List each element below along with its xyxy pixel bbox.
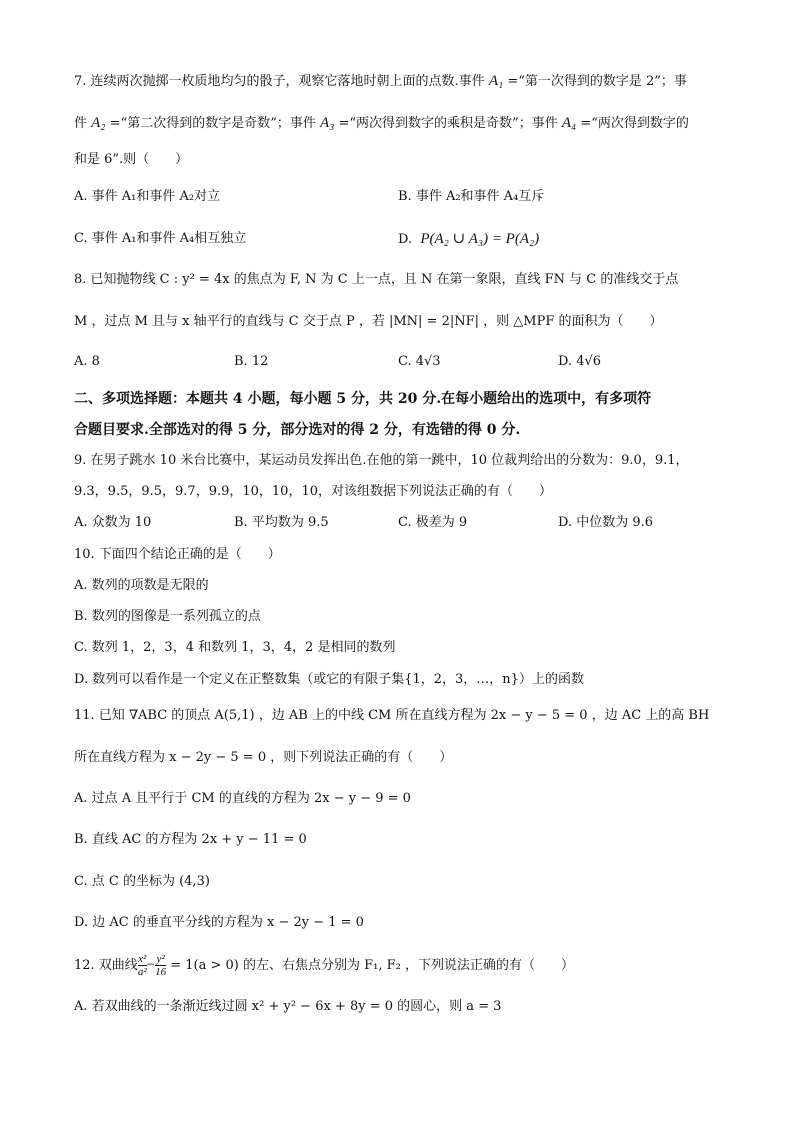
q11-option-b: B. 直线 AC 的方程为 2x + y − 11 = 0 (74, 832, 307, 847)
q9-stem-line2: 9.3，9.5，9.5，9.7，9.9，10，10，10，对该组数据下列说法正确的有（ ） (74, 484, 552, 499)
q9-stem-line1: 9. 在男子跳水 10 米台比赛中，某运动员发挥出色.在他的第一跳中，10 位裁判给出的分数为：9.0，9.1， (74, 453, 689, 468)
q9-option-a: A. 众数为 10 (74, 515, 152, 530)
math-symbol: A₁ (488, 73, 504, 89)
fraction-numerator: y² (156, 953, 165, 965)
q10-option-d: D. 数列可以看作是一个定义在正整数集（或它的有限子集{1，2，3，…，n}）上的函数 (74, 672, 584, 687)
q10-option-c: C. 数列 1，2，3，4 和数列 1，3，4，2 是相同的数列 (74, 640, 396, 655)
q9-option-b: B. 平均数为 9.5 (234, 515, 329, 530)
section-heading-line1: 二、多项选择题：本题共 4 小题，每小题 5 分，共 20 分.在每小题给出的选项中，有多项符 (74, 391, 652, 407)
math-symbol: A₄ (561, 115, 577, 131)
q12-text: = 1(a > 0) 的左、右焦点分别为 F₁, F₂ ，下列说法正确的有（ ） (166, 958, 574, 973)
q7-text: =“第一次得到的数字是 2”；事 (503, 74, 687, 89)
q8-stem-line1: 8. 已知抛物线 C : y² = 4x 的焦点为 F, N 为 C 上一点，且 N 在第一象限，直线 FN 与 C 的准线交于点 (74, 272, 679, 287)
q7-option-c: C. 事件 A₁和事件 A₄相互独立 (74, 231, 247, 246)
fraction-denominator: 16 (155, 966, 167, 978)
q8-option-d: D. 4√6 (558, 354, 602, 369)
fraction-denominator: a² (137, 966, 147, 978)
q10-option-b: B. 数列的图像是一系列孤立的点 (74, 609, 261, 624)
q10-option-a: A. 数列的项数是无限的 (74, 578, 209, 593)
section-heading-line2: 合题目要求.全部选对的得 5 分，部分选对的得 2 分，有选错的得 0 分. (74, 422, 521, 438)
q8-option-a: A. 8 (74, 354, 100, 369)
q11-stem-line1: 11. 已知 ∇ABC 的顶点 A(5,1) ，边 AB 上的中线 CM 所在直线方程为 2x − y − 5 = 0 ，边 AC 上的高 BH (74, 708, 710, 723)
q7-option-d (398, 229, 539, 250)
math-symbol: A₂ (91, 115, 106, 131)
option-math: P(A₂ ∪ A₃) = P(A₂) (420, 231, 540, 247)
q11-stem-line2: 所在直线方程为 x − 2y − 5 = 0 ，则下列说法正确的有（ ） (74, 750, 453, 765)
fraction-y2-16 (155, 953, 166, 978)
math-symbol: A₃ (319, 115, 335, 131)
q12-text: 12. 双曲线 (74, 958, 138, 973)
q7-option-a: A. 事件 A₁和事件 A₂对立 (74, 189, 221, 204)
q7-text: =“两次得到数字的乘积是奇数”；事件 (334, 116, 562, 131)
q7-stem-line3: 和是 6”.则（ ） (74, 152, 189, 167)
q11-option-a: A. 过点 A 且平行于 CM 的直线的方程为 2x − y − 9 = 0 (74, 791, 411, 806)
q7-option-b: B. 事件 A₂和事件 A₄互斥 (398, 189, 545, 204)
q12-stem (74, 952, 574, 979)
q7-stem-line1 (74, 71, 687, 92)
q7-text: =“两次得到数字的 (576, 116, 689, 131)
q12-option-a: A. 若双曲线的一条渐近线过圆 x² + y² − 6x + 8y = 0 的圆心，则 a = 3 (74, 999, 502, 1014)
q10-stem: 10. 下面四个结论正确的是（ ） (74, 547, 281, 562)
fraction-numerator: x² (138, 953, 147, 965)
q8-option-c: C. 4√3 (398, 354, 441, 369)
q9-option-c: C. 极差为 9 (398, 515, 468, 530)
q8-stem-line2: M ，过点 M 且与 x 轴平行的直线与 C 交于点 P ，若 |MN| = 2|NF| ，则 △MPF 的面积为（ ） (74, 314, 663, 329)
q11-option-c: C. 点 C 的坐标为 (4,3) (74, 874, 210, 889)
option-label: D. (398, 232, 413, 247)
minus-sign: − (146, 957, 156, 973)
fraction-x2-a2 (138, 953, 147, 978)
q7-text: =“第二次得到的数字是奇数”；事件 (105, 116, 320, 131)
q7-text: 件 (74, 116, 92, 131)
q7-stem-line2 (74, 113, 689, 134)
q7-text: 7. 连续两次抛掷一枚质地均匀的骰子，观察它落地时朝上面的点数.事件 (74, 74, 489, 89)
q9-option-d: D. 中位数为 9.6 (558, 515, 654, 530)
q8-option-b: B. 12 (234, 354, 269, 369)
q11-option-d: D. 边 AC 的垂直平分线的方程为 x − 2y − 1 = 0 (74, 915, 364, 930)
